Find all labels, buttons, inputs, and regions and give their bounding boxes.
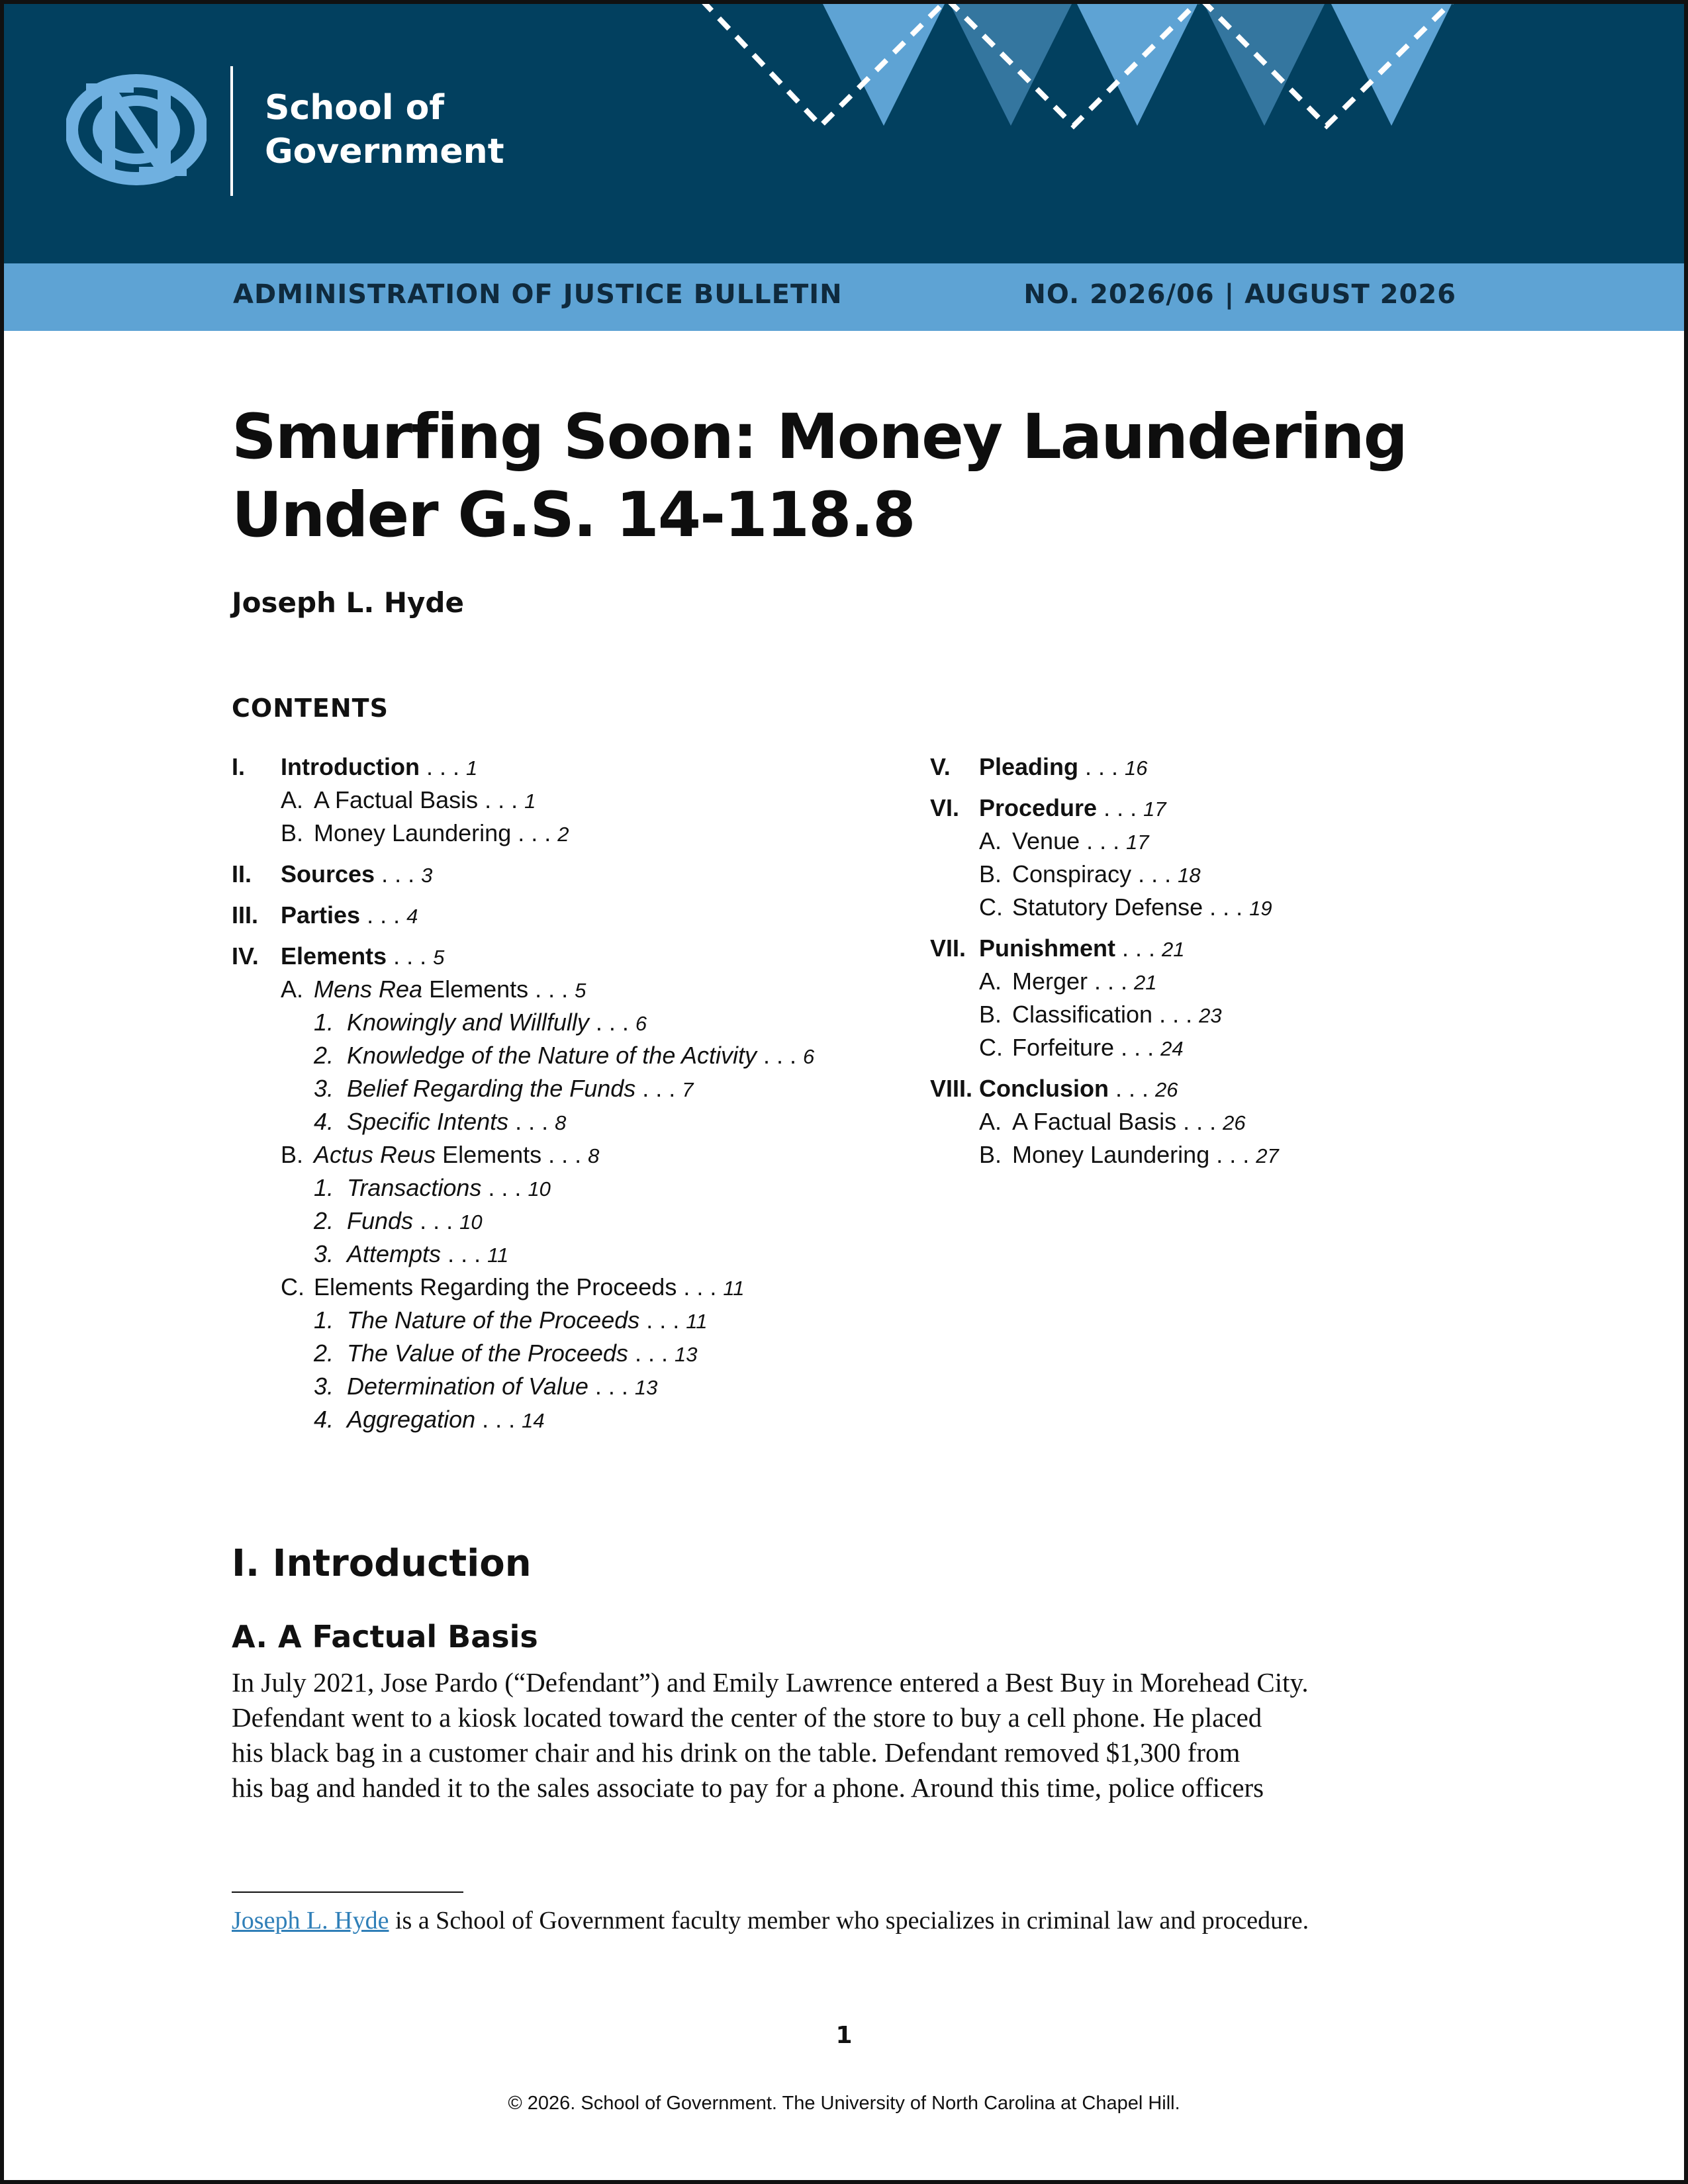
toc-entry-number: 2. [314,1207,334,1234]
toc-leader: . . . [1088,968,1135,995]
toc-entry-text: Actus Reus Elements . . . 8 [314,1141,600,1168]
toc-entry-text: Funds . . . 10 [347,1207,483,1234]
toc-page-number: 21 [1162,938,1185,961]
footnote-text: is a School of Government faculty member who specializes in criminal law and procedure. [389,1907,1309,1934]
org-name-line1: School of [265,88,445,128]
toc-page-number: 6 [635,1012,647,1035]
toc-page-number: 23 [1199,1004,1222,1027]
toc-leader: . . . [588,1009,635,1036]
toc-leader: . . . [375,860,422,887]
toc-entry-text: Classification . . . 23 [1012,1001,1222,1028]
toc-entry-text: Money Laundering . . . 2 [314,819,569,846]
toc-page-number: 5 [433,946,445,969]
section-heading: I. Introduction [232,1542,532,1585]
toc-entry-number: B. [281,819,304,846]
toc-entry-text: The Value of the Proceeds . . . 13 [347,1340,698,1367]
toc-page-number: 5 [575,979,586,1002]
bulletin-band [0,263,1688,331]
toc-entry-text: Knowledge of the Nature of the Activity . . . 6 [347,1042,815,1069]
toc-entry-number: VIII. [930,1075,973,1102]
toc-entry-number: VII. [930,934,966,962]
unc-nc-monogram-icon [66,74,207,189]
toc-entry-text: Elements Regarding the Proceeds . . . 11 [314,1273,745,1300]
toc-page-number: 8 [588,1144,600,1167]
toc-entry-number: 2. [314,1340,334,1367]
toc-leader: . . . [475,1406,522,1433]
toc-page-number: 14 [522,1409,545,1432]
toc-leader: . . . [1176,1108,1223,1135]
toc-entry-text: Pleading . . . 16 [979,753,1148,780]
toc-page-number: 27 [1256,1144,1279,1167]
toc-leader: . . . [1209,1141,1256,1168]
title-line1: Smurfing Soon: Money Laundering [232,401,1407,473]
toc-leader: . . . [1114,1034,1161,1061]
toc-leader: . . . [1131,860,1178,887]
toc-leader: . . . [387,942,434,970]
toc-entry-text: A Factual Basis . . . 1 [314,786,536,813]
toc-page-number: 6 [803,1045,815,1068]
body-paragraph [232,1665,1463,1805]
toc-leader: . . . [588,1373,635,1400]
toc-page-number: 10 [459,1210,483,1234]
bulletin-name: ADMINISTRATION OF JUSTICE BULLETIN [233,279,843,310]
toc-page-number: 1 [465,756,478,780]
toc-entry-number: 1. [314,1306,334,1334]
toc-entry-number: A. [281,786,304,813]
toc-entry-number: II. [232,860,252,887]
toc-leader: . . . [628,1340,675,1367]
toc-page-number: 19 [1249,897,1272,920]
toc-page-number: 2 [557,823,569,846]
toc-entry-text: Procedure . . . 17 [979,794,1166,821]
body-line: his black bag in a customer chair and his drink on the table. Defendant removed $1,300 from [232,1737,1241,1768]
author-name: Joseph L. Hyde [232,586,464,619]
toc-leader: . . . [757,1042,804,1069]
toc-leader: . . . [1152,1001,1199,1028]
toc-entry-text: Aggregation . . . 14 [347,1406,545,1433]
toc-entry-number: 1. [314,1174,334,1201]
toc-page-number: 3 [421,864,433,887]
toc-entry-number: C. [979,1034,1003,1061]
toc-entry-text: Specific Intents . . . 8 [347,1108,567,1135]
toc-entry-text: Money Laundering . . . 27 [1012,1141,1279,1168]
toc-entry-number: 3. [314,1373,334,1400]
toc-entry-number: C. [979,893,1003,921]
toc-entry-number: C. [281,1273,305,1300]
page-header [0,0,1688,263]
toc-page-number: 13 [674,1343,698,1366]
body-line: Defendant went to a kiosk located toward the center of the store to buy a cell phone. He placed [232,1702,1262,1733]
toc-leader: . . . [478,786,525,813]
toc-entry-text: Attempts . . . 11 [347,1240,509,1267]
contents-heading: CONTENTS [232,694,389,723]
title-line2: Under G.S. 14-118.8 [232,479,915,551]
toc-entry-number: I. [232,753,246,780]
toc-entry-text: Merger . . . 21 [1012,968,1157,995]
toc-entry-number: 1. [314,1009,334,1036]
toc-entry-text: Forfeiture . . . 24 [1012,1034,1184,1061]
toc-entry-text: The Nature of the Proceeds . . . 11 [347,1306,708,1334]
toc-entry-italic: Mens Rea [314,976,423,1003]
toc-leader: . . . [413,1207,460,1234]
toc-leader: . . . [1203,893,1250,921]
toc-entry-text: Statutory Defense . . . 19 [1012,893,1272,921]
toc-entry-text: Elements . . . 5 [281,942,445,970]
toc-entry-text: Parties . . . 4 [281,901,418,929]
toc-entry-text: A Factual Basis . . . 26 [1012,1108,1246,1135]
toc-page-number: 17 [1143,797,1166,821]
toc-page-number: 26 [1155,1078,1178,1101]
toc-leader: . . . [1109,1075,1156,1102]
toc-page-number: 4 [406,905,418,928]
toc-page-number: 21 [1134,971,1157,994]
toc-entry-text: Conclusion . . . 26 [979,1075,1178,1102]
toc-page-number: 1 [524,790,536,813]
toc-entry-text: Sources . . . 3 [281,860,433,887]
toc-entry-text: Determination of Value . . . 13 [347,1373,658,1400]
document-title [232,398,1489,555]
toc-page-number: 10 [528,1177,551,1201]
toc-page-number: 16 [1125,756,1148,780]
toc-leader: . . . [419,753,466,780]
toc-leader: . . . [541,1141,588,1168]
toc-entry-text: Venue . . . 17 [1012,827,1149,854]
toc-entry-text: Conspiracy . . . 18 [1012,860,1201,887]
toc-leader: . . . [511,819,558,846]
toc-leader: . . . [639,1306,686,1334]
toc-entry-number: IV. [232,942,259,970]
toc-leader: . . . [528,976,575,1003]
toc-page-number: 8 [555,1111,567,1134]
toc-page-number: 13 [634,1376,658,1399]
body-line: In July 2021, Jose Pardo (“Defendant”) and Emily Lawrence entered a Best Buy in Morehead City. [232,1667,1309,1698]
footnote [232,1906,1309,1935]
toc-page-number: 24 [1160,1037,1184,1060]
toc-entry-text: Introduction . . . 1 [281,753,478,780]
toc-entry-number: B. [979,1141,1002,1168]
toc-entry-text: Knowingly and Willfully . . . 6 [347,1009,647,1036]
toc-entry-number: III. [232,901,259,929]
copyright-notice: © 2026. School of Government. The University of North Carolina at Chapel Hill. [508,2093,1180,2114]
toc-leader: . . . [1078,753,1125,780]
toc-entry-number: 4. [314,1108,334,1135]
toc-entry-text: Transactions . . . 10 [347,1174,551,1201]
toc-page-number: 11 [723,1277,745,1300]
toc-page-number: 17 [1126,831,1149,854]
toc-entry-number: A. [281,976,304,1003]
footnote-rule [232,1891,463,1893]
toc-entry-text: Mens Rea Elements . . . 5 [314,976,586,1003]
page-number: 1 [835,2022,853,2049]
toc-entry-number: B. [979,1001,1002,1028]
argyle-pattern [0,0,1688,263]
toc-entry-number: A. [979,827,1002,854]
toc-leader: . . . [635,1075,682,1102]
toc-leader: . . . [441,1240,488,1267]
toc-entry-number: 2. [314,1042,334,1069]
toc-leader: . . . [677,1273,724,1300]
toc-entry-text: Belief Regarding the Funds . . . 7 [347,1075,694,1102]
toc-leader: . . . [1080,827,1127,854]
toc-entry-number: A. [979,1108,1002,1135]
toc-leader: . . . [1097,794,1144,821]
toc-page-number: 11 [487,1244,509,1267]
toc-entry-italic: Actus Reus [314,1141,436,1168]
toc-entry-number: B. [979,860,1002,887]
toc-leader: . . . [508,1108,555,1135]
toc-entry-number: VI. [930,794,960,821]
toc-entry-text: Punishment . . . 21 [979,934,1185,962]
toc-page-number: 18 [1178,864,1201,887]
toc-entry-number: V. [930,753,951,780]
bulletin-issue: NO. 2026/06 | AUGUST 2026 [1023,279,1456,310]
toc-leader: . . . [481,1174,528,1201]
toc-entry-number: 3. [314,1240,334,1267]
toc-page-number: 26 [1223,1111,1246,1134]
org-name-line2: Government [265,132,504,171]
toc-leader: . . . [360,901,407,929]
toc-entry-number: 4. [314,1406,334,1433]
author-link[interactable]: Joseph L. Hyde [232,1907,389,1934]
org-name [265,86,504,173]
toc-page-number: 7 [682,1078,694,1101]
toc-page-number: 11 [686,1310,708,1333]
toc-leader: . . . [1115,934,1162,962]
logo-divider [230,66,233,196]
toc-entry-number: A. [979,968,1002,995]
toc-entry-number: B. [281,1141,304,1168]
body-line: his bag and handed it to the sales associate to pay for a phone. Around this time, police officers [232,1772,1264,1803]
toc-entry-number: 3. [314,1075,334,1102]
subsection-heading: A. A Factual Basis [232,1619,538,1655]
